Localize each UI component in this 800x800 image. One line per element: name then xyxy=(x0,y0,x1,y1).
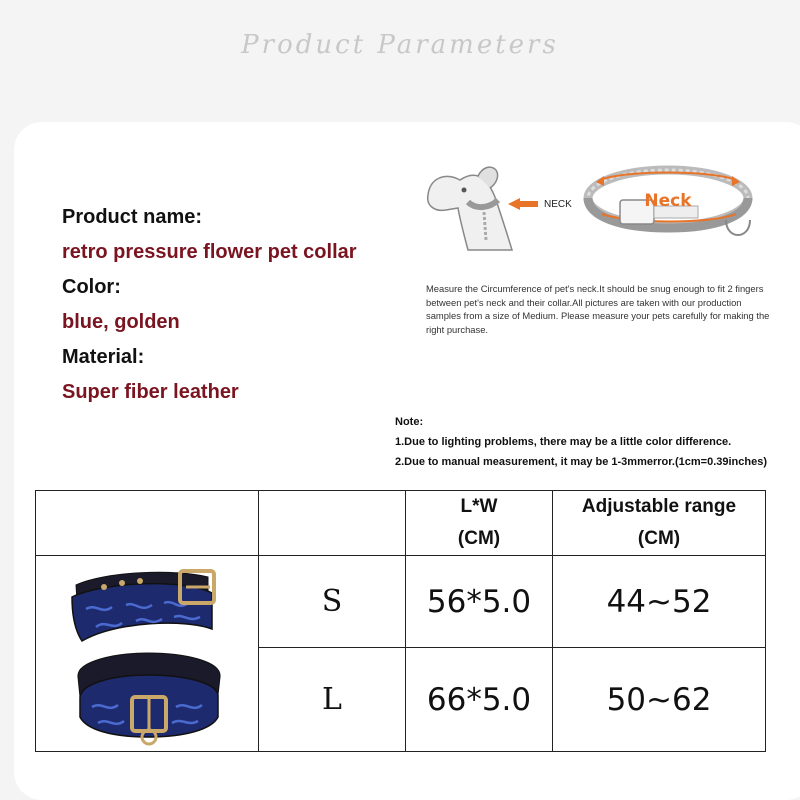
product-name-label: Product name: xyxy=(62,206,203,228)
dog-head-icon xyxy=(428,175,512,250)
range-header-line2: (CM) xyxy=(637,528,681,549)
collar-label: Neck xyxy=(644,191,692,211)
header-size-cell xyxy=(259,491,406,556)
range-cell: 50~62 xyxy=(553,648,766,752)
neck-arrow-label: NECK xyxy=(544,199,572,210)
note-line-1: 1.Due to lighting problems, there may be a little color difference. xyxy=(395,436,732,448)
table-header-row xyxy=(36,491,766,556)
collar-image-cell xyxy=(36,556,259,752)
arrow-left-icon xyxy=(508,198,538,210)
neck-measure-illustration xyxy=(420,150,780,280)
material-value: Super fiber leather xyxy=(62,381,239,403)
range-cell: 44~52 xyxy=(553,556,766,648)
header-lw-cell xyxy=(406,491,553,556)
table-row xyxy=(36,556,766,648)
collar-image-top xyxy=(72,571,214,641)
collar-image-bottom xyxy=(78,653,220,744)
material-label: Material: xyxy=(62,346,145,368)
range-header-line1: Adjustable range xyxy=(581,496,737,517)
page-title: Product Parameters xyxy=(241,30,559,60)
spec-list xyxy=(62,200,357,410)
lw-header-line2: (CM) xyxy=(457,528,501,549)
note-title: Note: xyxy=(395,416,424,428)
lw-header-line1: L*W xyxy=(460,496,498,517)
header-image-cell xyxy=(36,491,259,556)
lw-cell: 66*5.0 xyxy=(406,648,553,752)
size-cell: S xyxy=(259,556,406,648)
note-line-2: 2.Due to manual measurement, it may be 1-3mmerror.(1cm=0.39inches) xyxy=(395,456,768,468)
collar-photos xyxy=(36,557,258,747)
size-table xyxy=(35,490,766,752)
product-name-value: retro pressure flower pet collar xyxy=(62,241,357,263)
collar-diagram xyxy=(588,170,750,235)
measure-instructions: Measure the Circumference of pet's neck.It should be snug enough to fit 2 fingers between pet's neck and their collar.All pictures are taken with our production samples from a size of Medium. Please measure your pets carefully for making the right purchase. xyxy=(426,283,770,335)
color-label: Color: xyxy=(62,276,121,298)
color-value: blue, golden xyxy=(62,311,180,333)
size-cell: L xyxy=(259,648,406,752)
notes-block xyxy=(395,412,767,472)
header-range-cell xyxy=(553,491,766,556)
lw-cell: 56*5.0 xyxy=(406,556,553,648)
dog-neck-diagram xyxy=(420,150,780,280)
